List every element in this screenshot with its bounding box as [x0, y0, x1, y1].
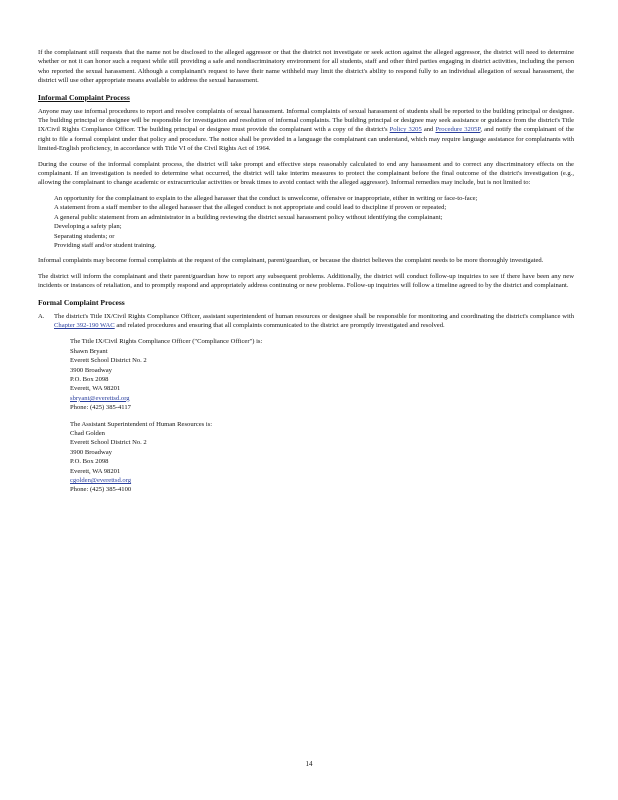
informal-remedies-list: [38, 194, 574, 250]
contact-city: Everett, WA 98201: [70, 385, 121, 393]
contact-title: The Assistant Superintendent of Human Resources is:: [70, 420, 213, 428]
contact-organization: Everett School District No. 2: [70, 439, 147, 447]
list-item: A statement from a staff member to the alleged harasser that the alleged conduct is not appropriate and could lead to discipline if proven or repeated;: [54, 204, 447, 212]
section-a-text: The district's Title IX/Civil Rights Compliance Officer, assistant superintendent of human resources or designee shall be responsible for monitoring and coordinating the district's compliance with Chapter 392-190 WAC and related procedures and ensuring that all complaints communicated to the district are promptly investigated and resolved.: [54, 312, 574, 329]
page-content: [38, 48, 574, 501]
contact-email-link[interactable]: cgolden@everettsd.org: [70, 477, 132, 485]
hr-superintendent-contact: [70, 420, 574, 495]
paragraph-informal-procedures: [38, 107, 574, 154]
list-item: Providing staff and/or student training.: [54, 241, 157, 249]
section-a: [38, 312, 574, 495]
list-item: A general public statement from an administrator in a building reviewing the district sexual harassment policy without identifying the complainant;: [54, 213, 443, 221]
compliance-officer-contact: [70, 337, 574, 412]
paragraph-informal-process-steps: During the course of the informal complaint process, the district will take prompt and effective steps reasonably calculated to end any harassment and to correct any discriminatory effects on the complainant. If an investigation is needed to determine what occurred, the district will take interim measures to protect the complainant before the final outcome of the district's investigation (e.g., allowing the complainant to change academic or extracurricular activities or break times to avoid contact with the alleged aggressor). Informal remedies may include, but is not limited to:: [38, 160, 574, 187]
contact-phone: Phone: (425) 385-4100: [70, 486, 132, 494]
paragraph-name-withheld: If the complainant still requests that the name not be disclosed to the alleged aggressor or that the district not investigate or seek action against the alleged aggressor, the district will need to determine whether or not it can honor such a request while still providing a safe and nondiscriminatory environment for all students, staff and other third parties engaging in district activities, including the person who reported the sexual harassment. Although a complainant's request to have their name withheld may limit the district's ability to respond fully to an individual allegation of sexual harassment, the district will use other appropriate means available to address the sexual harassment.: [38, 49, 574, 85]
section-a-letter: A.: [38, 312, 45, 320]
contact-po-box: P.O. Box 2098: [70, 458, 109, 466]
contact-phone: Phone: (425) 385-4117: [70, 404, 131, 412]
paragraph-text: Anyone may use informal procedures to report and resolve complaints of sexual harassment. Informal complaints of sexual harassment of students shall be reported to the building principal or designee. The building principal or designee will be responsible for investigation and resolution of informal complaints. The building principal or designee may seek assistance or guidance from the district's Title IX/Civil Rights Compliance Officer. The building principal or designee must provide the complainant with a copy of the district's: [38, 107, 574, 134]
contact-city: Everett, WA 98201: [70, 467, 121, 475]
paragraph-informal-to-formal: Informal complaints may become formal complaints at the request of the complainant, parent/guardian, or because the district believes the complaint needs to be more thoroughly investigated.: [38, 257, 544, 265]
procedure-3205p-link[interactable]: Procedure 3205P: [435, 126, 481, 134]
list-item: Separating students; or: [54, 232, 115, 240]
contact-po-box: P.O. Box 2098: [70, 375, 109, 383]
contact-name: Chad Golden: [70, 430, 105, 437]
contact-street: 3900 Broadway: [70, 448, 112, 456]
contact-name: Shawn Bryant: [70, 347, 108, 355]
policy-3205-link[interactable]: Policy 3205: [389, 126, 422, 134]
contact-email-link[interactable]: sbryant@everettsd.org: [70, 394, 130, 402]
list-item: An opportunity for the complainant to explain to the alleged harasser that the conduct is unwelcome, offensive or inappropriate, either in writing or face-to-face;: [54, 194, 478, 202]
paragraph-text: , and notify the complainant of the right to file a formal complaint under that policy and procedure. The notice shall be provided in a language the complainant can understand, which may require language assistance for complainants with limited-English proficiency, in accordance with Title VI of the Civil Rights Act of 1964.: [38, 126, 574, 153]
contact-street: 3900 Broadway: [70, 366, 112, 374]
contact-title: The Title IX/Civil Rights Compliance Officer ("Compliance Officer") is:: [70, 338, 263, 346]
contact-organization: Everett School District No. 2: [70, 357, 147, 365]
page-number: 14: [305, 760, 313, 768]
list-item: Developing a safety plan;: [54, 223, 122, 231]
heading-informal-complaint-process: Informal Complaint Process: [38, 92, 130, 102]
paragraph-text: and: [421, 126, 436, 134]
chapter-392-190-wac-link[interactable]: Chapter 392-190 WAC: [54, 321, 115, 329]
paragraph-follow-up: The district will inform the complainant and their parent/guardian how to report any subsequent problems. Additionally, the district will conduct follow-up inquiries to see if there have been any new incidents or instances of retaliation, and to promptly respond and appropriately address continuing or new problems. Follow-up inquiries will follow a timeline agreed to by the district and complainant.: [38, 272, 574, 290]
heading-formal-complaint-process: Formal Complaint Process: [38, 297, 125, 307]
